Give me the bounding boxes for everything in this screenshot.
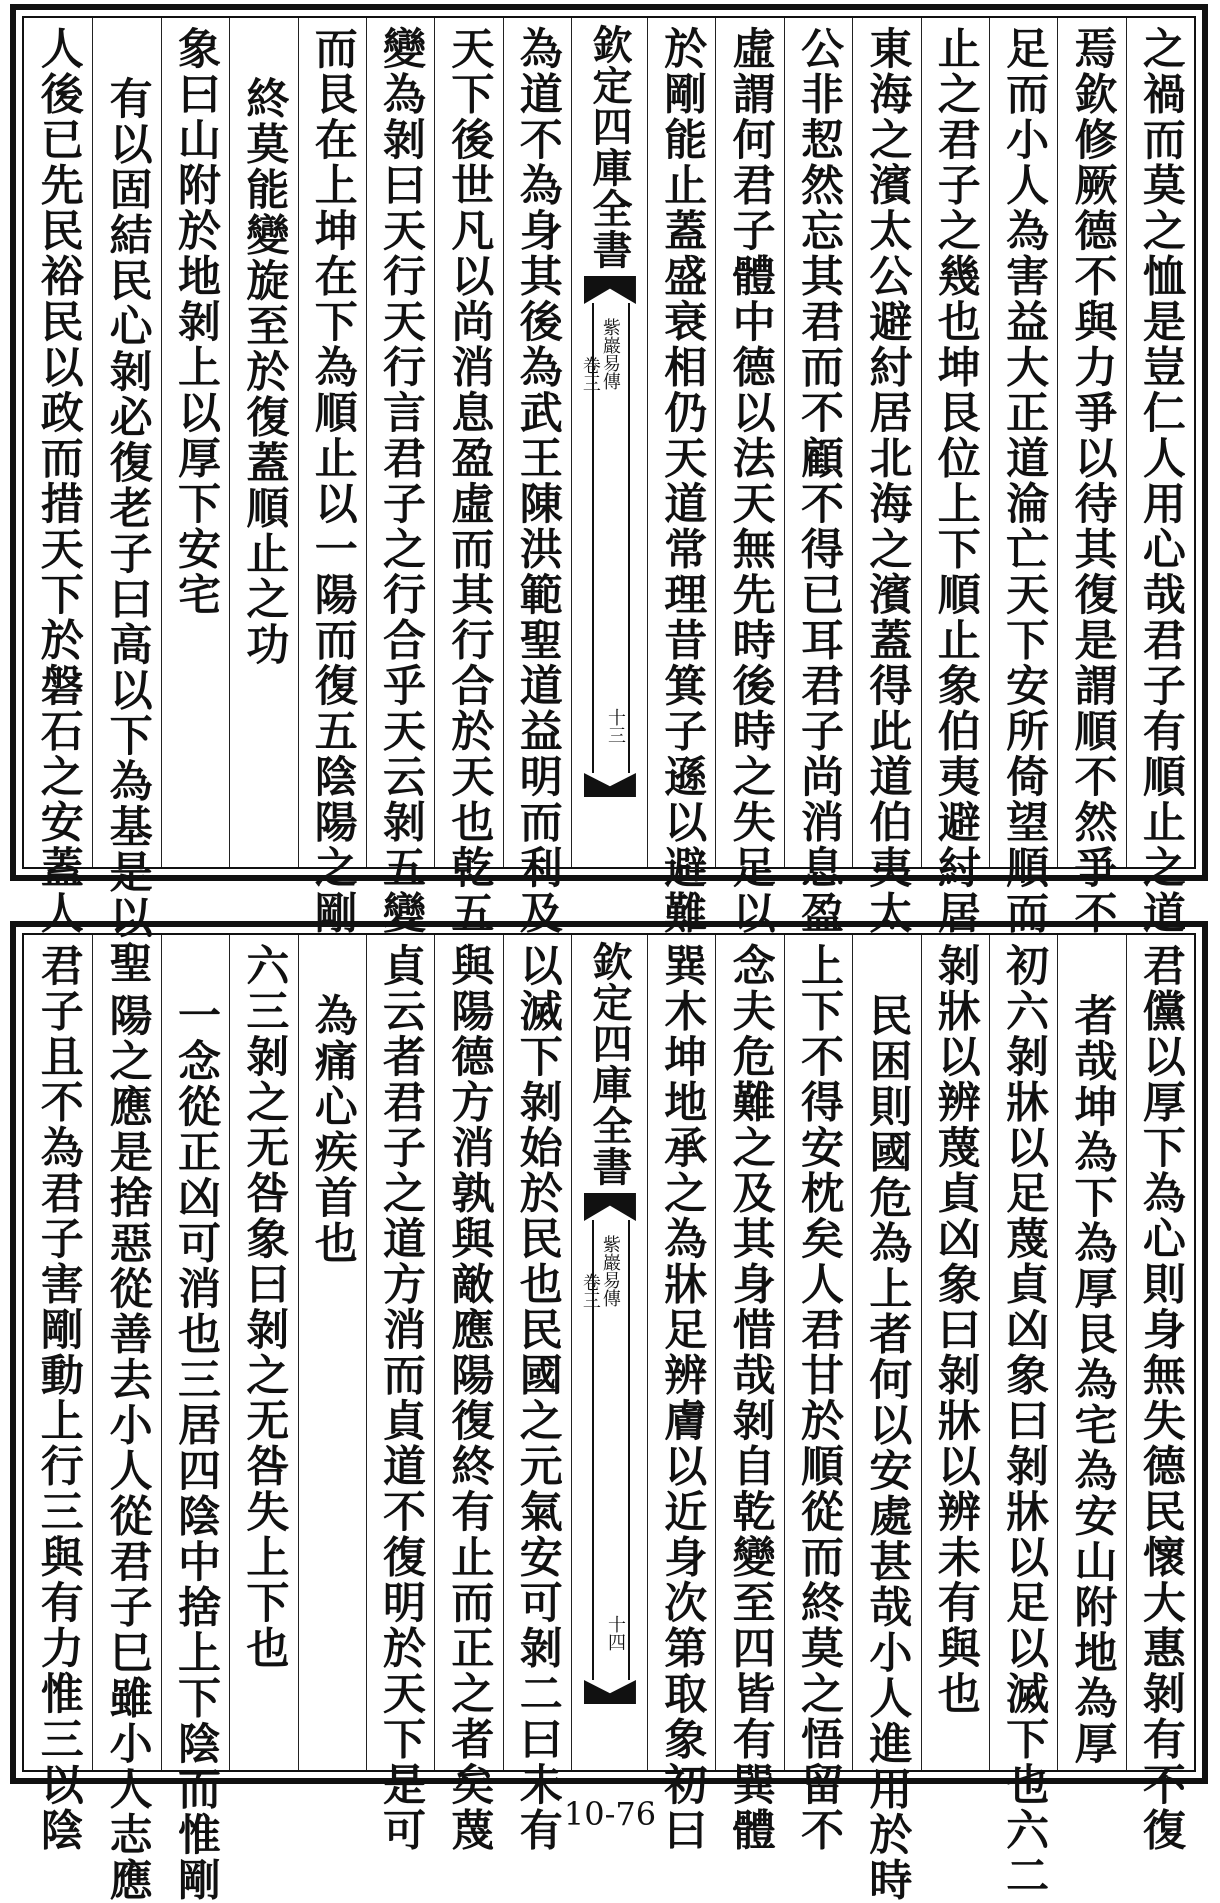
fold-line <box>628 303 630 773</box>
text-column <box>229 935 297 1770</box>
text-column <box>647 18 715 936</box>
fishtail-mark-bottom <box>584 773 636 797</box>
column-text: 有以固結民心剝必復老子曰高以下為基是以聖 <box>102 76 153 986</box>
page-number: 十三 <box>604 708 626 744</box>
text-column <box>161 18 229 867</box>
column-text: 止之君子之幾也坤艮位上下順止象伯夷避紂居 <box>930 26 981 936</box>
column-text: 終莫能變旋至於復蓋順止之功 <box>239 76 290 668</box>
column-text: 變為剝曰天行天行言君子之行合乎天云剝五變 <box>376 26 427 936</box>
column-text: 初六剝牀以足蔑貞凶象曰剝牀以足以滅下也六二 <box>999 943 1050 1899</box>
column-text: 上下不得安枕矣人君甘於順從而終莫之悟留不 <box>794 943 845 1853</box>
column-text: 足而小人為害益大正道淪亡天下安所倚望順而 <box>999 26 1050 936</box>
text-column <box>298 18 366 936</box>
column-text: 焉欽修厥德不與力爭以待其復是謂順不然爭不 <box>1067 26 1118 936</box>
column-text: 陽之應是捨惡從善去小人從君子巳雖小人志應 <box>102 993 153 1903</box>
book-title: 欽定四庫全書 <box>586 24 634 270</box>
book-title: 欽定四庫全書 <box>586 941 634 1187</box>
column-text: 公非恝然忘其君而不顧不得已耳君子尚消息盈 <box>794 26 845 936</box>
column-text: 天下後世凡以尚消息盈虛而其行合於天也乾五 <box>444 26 495 936</box>
text-column <box>647 935 715 1853</box>
text-column <box>1126 18 1194 936</box>
text-column <box>366 18 434 936</box>
volume-label: 卷三 <box>579 356 601 392</box>
text-column <box>92 935 160 1903</box>
column-text: 與陽德方消孰與敵應陽復終有止而正之者矣蔑 <box>444 943 495 1853</box>
book-subtitle: 紫巖易傳 <box>599 1235 621 1307</box>
text-column <box>434 935 502 1853</box>
text-column <box>366 935 434 1853</box>
volume-label: 卷三 <box>579 1273 601 1309</box>
text-column <box>989 18 1057 936</box>
text-column <box>161 935 229 1903</box>
column-text: 者哉坤為下為厚艮為宅為安山附地為厚 <box>1067 993 1118 1767</box>
fold-line <box>628 1220 630 1680</box>
book-subtitle: 紫巖易傳 <box>599 318 621 390</box>
column-text: 人後已先民裕民以政而措天下於磐石之安蓋人 <box>33 26 84 936</box>
column-text: 一念從正凶可消也三居四陰中捨上下陰而惟剛 <box>170 993 221 1903</box>
column-text: 剝牀以辨蔑貞凶象曰剝牀以辨未有與也 <box>930 943 981 1717</box>
text-column <box>852 935 920 1903</box>
text-column <box>92 18 160 986</box>
column-text: 為道不為身其後為武王陳洪範聖道益明而利及 <box>512 26 563 936</box>
text-column <box>1057 935 1125 1770</box>
text-column <box>503 935 571 1853</box>
column-text: 之禍而莫之恤是豈仁人用心哉君子有順止之道 <box>1135 26 1186 936</box>
column-text: 巽木坤地承之為牀足辨膚以近身次第取象初曰 <box>657 943 708 1853</box>
text-column <box>503 18 571 936</box>
column-text: 於剛能止蓋盛衰相仍天道常理昔箕子遜以避難 <box>657 26 708 936</box>
text-column <box>921 935 989 1770</box>
text-column <box>229 18 297 867</box>
text-column <box>1126 935 1194 1853</box>
column-text: 以滅下剝始於民也民國之元氣安可剝二曰未有 <box>512 943 563 1853</box>
text-column <box>434 18 502 936</box>
text-column <box>1057 18 1125 936</box>
text-column <box>989 935 1057 1899</box>
text-column <box>715 18 783 936</box>
text-column <box>784 935 852 1853</box>
text-column <box>921 18 989 936</box>
column-text: 君子且不為君子害剛動上行三與有力惟三以陰 <box>33 943 84 1853</box>
fishtail-mark-top <box>584 1193 636 1221</box>
column-text: 虛謂何君子體中德以法天無先時後時之失足以 <box>725 26 776 936</box>
text-column <box>24 18 92 936</box>
center-fold-header <box>571 935 647 1770</box>
column-text: 為痛心疾首也 <box>307 993 358 1266</box>
top-page-body <box>22 16 1196 986</box>
column-text: 君儻以厚下為心則身無失德民懷大惠剝有不復 <box>1135 943 1186 1853</box>
text-column <box>298 935 366 1770</box>
column-text: 六三剝之无咎象曰剝之无咎失上下也 <box>239 943 290 1671</box>
text-column <box>852 18 920 936</box>
column-text: 而艮在上坤在下為順止以一陽而復五陰陽之剛 <box>307 26 358 936</box>
column-text: 東海之濱太公避紂居北海之濱蓋得此道伯夷太 <box>862 26 913 936</box>
top-page-frame <box>10 4 1208 986</box>
page-number: 十四 <box>604 1615 626 1651</box>
column-text: 象曰山附於地剝上以厚下安宅 <box>170 26 221 618</box>
column-text: 民困則國危為上者何以安處甚哉小人進用於時 <box>862 993 913 1903</box>
page-reference: 10-76 <box>563 1795 657 1833</box>
fishtail-mark-bottom <box>584 1680 636 1704</box>
center-fold-header <box>571 18 647 867</box>
text-column <box>784 18 852 936</box>
fishtail-mark-top <box>584 276 636 304</box>
column-text: 貞云者君子之道方消而貞道不復明於天下是可 <box>376 943 427 1853</box>
text-column <box>24 935 92 1853</box>
column-text: 念夫危難之及其身惜哉剝自乾變至四皆有巽體 <box>725 943 776 1853</box>
text-column <box>715 935 783 1853</box>
